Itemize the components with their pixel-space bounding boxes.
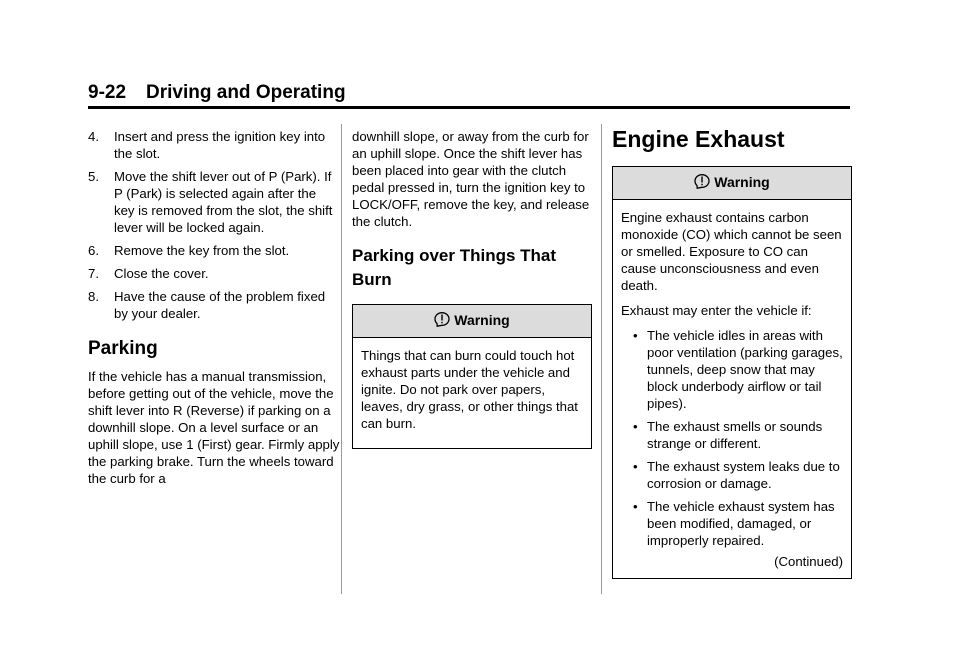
list-item — [621, 458, 843, 492]
step-number: 5. — [88, 169, 99, 184]
step-text: Close the cover. — [114, 266, 209, 281]
parking-over-things-heading: Parking over Things That Burn — [352, 246, 557, 289]
list-item — [621, 327, 843, 412]
bullet-icon: • — [633, 328, 638, 343]
warning-title: Warning — [714, 174, 770, 190]
bullet-text: The vehicle idles in areas with poor ventilation (parking garages, tunnels, deep snow that may block underbody airflow or tail pipes). — [647, 328, 843, 411]
continued-label: (Continued) — [774, 554, 843, 569]
warning-icon — [434, 311, 450, 332]
step-number: 4. — [88, 129, 99, 144]
bullet-list — [621, 327, 843, 549]
step-number: 7. — [88, 266, 99, 281]
warning-box — [612, 166, 852, 579]
list-item — [621, 418, 843, 452]
page-number: 9-22 — [88, 82, 127, 103]
step-text: Have the cause of the problem fixed by your dealer. — [114, 289, 326, 321]
column-divider — [341, 124, 342, 594]
step-number: 8. — [88, 289, 99, 304]
step-number: 6. — [88, 243, 99, 258]
list-item — [88, 242, 340, 259]
list-item — [88, 128, 340, 162]
column-3 — [612, 124, 852, 585]
list-item — [621, 498, 843, 549]
list-item — [88, 265, 340, 282]
step-text: Remove the key from the slot. — [114, 243, 290, 258]
bullet-text: The vehicle exhaust system has been modified, damaged, or improperly repaired. — [647, 499, 835, 548]
bullet-text: The exhaust system leaks due to corrosion or damage. — [647, 459, 840, 491]
bullet-icon: • — [633, 499, 638, 514]
warning-icon — [694, 173, 710, 194]
column-1 — [88, 128, 340, 495]
warning-title: Warning — [454, 312, 510, 328]
engine-exhaust-heading: Engine Exhaust — [612, 126, 785, 152]
bullet-icon: • — [633, 419, 638, 434]
section-title: Driving and Operating — [146, 82, 346, 103]
warning-body — [613, 200, 851, 578]
parking-heading: Parking — [88, 338, 158, 359]
continued-text: downhill slope, or away from the curb for an uphill slope. Once the shift lever has been placed into gear with the clutch pedal pressed in, turn the ignition key to LOCK/OFF, remove the key, and release the clutch. — [352, 129, 590, 229]
warning-header — [613, 167, 851, 200]
warning-header — [353, 305, 591, 338]
warning-para-1: Engine exhaust contains carbon monoxide (CO) which cannot be seen or smelled. Exposure to CO can cause unconsciousness and even death. — [621, 210, 842, 293]
bullet-text: The exhaust smells or sounds strange or different. — [647, 419, 823, 451]
column-divider — [601, 124, 602, 594]
list-item — [88, 288, 340, 322]
warning-para-2: Exhaust may enter the vehicle if: — [621, 303, 812, 318]
column-2 — [352, 128, 592, 455]
page-header — [88, 80, 850, 109]
step-text: Insert and press the ignition key into the slot. — [114, 129, 326, 161]
steps-list — [88, 128, 340, 322]
warning-box — [352, 304, 592, 449]
warning-text: Things that can burn could touch hot exhaust parts under the vehicle and ignite. Do not park over papers, leaves, dry grass, or other things that can burn. — [361, 348, 578, 431]
parking-text: If the vehicle has a manual transmission, before getting out of the vehicle, move the shift lever into R (Reverse) if parking on a downhill slope. On a level surface or an uphill slope, use 1 (First) gear. Firmly apply the parking brake. Turn the wheels toward the curb for a — [88, 369, 340, 486]
bullet-icon: • — [633, 459, 638, 474]
warning-body — [353, 338, 591, 448]
step-text: Move the shift lever out of P (Park). If P (Park) is selected again after the key is removed from the slot, the shift lever will be locked again. — [114, 169, 333, 235]
list-item — [88, 168, 340, 236]
